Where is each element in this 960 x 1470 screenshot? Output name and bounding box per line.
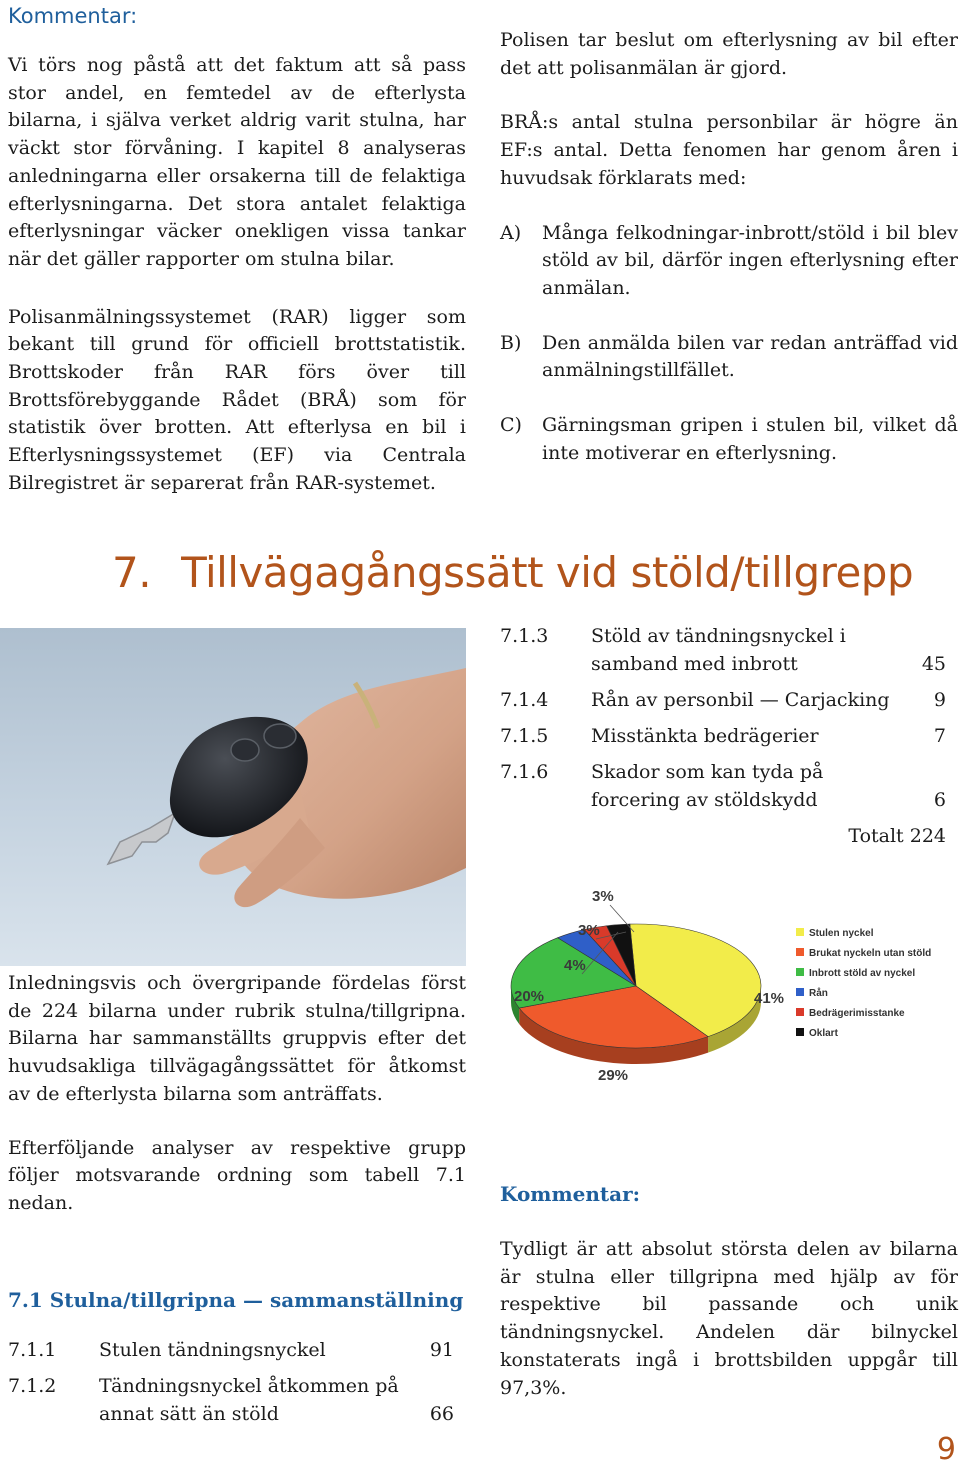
rar-paragraph: Polisanmälningssystemet (RAR) ligger som bekant till grund för officiell brottstatistik. Brottskoder från RAR förs över till Brottsförebyggande Rådet (BRÅ) som för statistik över brotten. Att efterlysa en bil i Efterlysningssystemet (EF) via Centrala Bilregistret är separerat från RAR-systemet. xyxy=(8,305,466,494)
police-paragraph: Polisen tar beslut om efterlysning av bil efter det att polisanmälan är gjord. xyxy=(500,29,958,79)
row-value: 6 xyxy=(933,789,946,811)
row-label: Tändningsnyckel åtkommen på xyxy=(99,1374,399,1397)
list-letter: B) xyxy=(500,331,522,354)
page-number: 9 xyxy=(936,1432,956,1467)
chapter-number: 7. xyxy=(112,548,152,597)
legend-label: Rån xyxy=(809,988,828,999)
table-total: Totalt 224 xyxy=(848,825,946,847)
row-value: 66 xyxy=(429,1402,454,1425)
row-label: Misstänkta bedrägerier xyxy=(591,725,819,747)
row-number: 7.1.4 xyxy=(500,689,549,711)
left-bottom-column xyxy=(8,970,466,1436)
hand-with-key-illustration xyxy=(0,628,466,966)
right-top-column xyxy=(500,27,958,467)
car-key-photo xyxy=(0,628,466,966)
row-value: 7 xyxy=(933,725,946,747)
row-value: 45 xyxy=(921,653,946,675)
table-row xyxy=(8,1372,454,1428)
table-row xyxy=(8,1336,454,1364)
row-label: Stulen tändningsnyckel xyxy=(99,1338,326,1361)
comment-heading: Kommentar: xyxy=(8,4,138,28)
legend-swatch xyxy=(796,928,804,936)
comment-paragraph: Vi törs nog påstå att det faktum att så pass stor andel, en femtedel av de efterlysta bilarna, i själva verket aldrig varit stulna, har väckt stor förvåning. I kapitel 8 analyseras anledningarna eller orsakerna till de felaktiga efterlysningarna. Det stora antalet felaktiga efterlysningar väcker onekligen vissa tankar när det gäller rapporter om stulna bilar. xyxy=(8,54,466,270)
legend-swatch xyxy=(796,948,804,956)
list-letter: C) xyxy=(500,414,522,437)
following-paragraph: Efterföljande analyser av respektive grupp följer motsvarande ordning som tabell 7.1 nedan. xyxy=(8,1136,466,1214)
row-number: 7.1.2 xyxy=(8,1374,57,1397)
list-text: Många felkodningar-inbrott/stöld i bil blev stöld av bil, därför ingen efterlysning efter anmälan. xyxy=(542,221,958,299)
legend-label: Inbrott stöld av nyckel xyxy=(809,968,916,979)
pie-percent-label: 29% xyxy=(598,1067,629,1084)
row-number: 7.1.5 xyxy=(500,725,549,747)
pie-percent-label: 41% xyxy=(754,990,785,1007)
legend-label: Oklart xyxy=(809,1028,838,1039)
list-text: Den anmälda bilen var redan anträffad vid anmälningstillfället. xyxy=(542,331,958,382)
list-item xyxy=(500,220,958,303)
list-item xyxy=(500,412,958,467)
row-label: Stöld av tändningsnyckel i xyxy=(591,625,846,647)
chapter-title: Tillvägagångssätt vid stöld/tillgrepp xyxy=(181,548,914,597)
comment-heading: Kommentar: xyxy=(500,1182,640,1206)
left-top-column xyxy=(8,4,466,498)
row-label-cont: samband med inbrott xyxy=(591,653,798,675)
legend-swatch xyxy=(796,1028,804,1036)
summary-table xyxy=(8,1336,454,1436)
row-value: 9 xyxy=(933,689,946,711)
table-row xyxy=(500,686,946,714)
row-label-cont: forcering av stöldskydd xyxy=(591,789,818,811)
chapter-heading xyxy=(112,548,913,597)
legend-swatch xyxy=(796,968,804,976)
legend-swatch xyxy=(796,988,804,996)
row-number: 7.1.3 xyxy=(500,625,549,647)
comment-paragraph: Tydligt är att absolut största delen av bilarna är stulna eller tillgripna med hjälp av för respektive bil passande och unik tändningsnyckel. Andelen där bilnyckel konstaterats ingå i brottsbilden uppgår till 97,3%. xyxy=(500,1238,958,1399)
row-value: 91 xyxy=(429,1338,454,1361)
summary-table-continued xyxy=(500,622,946,852)
bra-paragraph: BRÅ:s antal stulna personbilar är högre än EF:s antal. Detta fenomen har genom åren i huvudsak förklarats med: xyxy=(500,111,958,189)
table-row xyxy=(500,758,946,814)
explanation-list xyxy=(500,220,958,468)
table-row xyxy=(500,622,946,678)
legend-label: Stulen nyckel xyxy=(809,928,874,939)
row-number: 7.1.1 xyxy=(8,1338,57,1361)
row-label: Rån av personbil — Carjacking xyxy=(591,689,890,711)
row-label: Skador som kan tyda på xyxy=(591,761,824,783)
list-text: Gärningsman gripen i stulen bil, vilket då inte motiverar en efterlysning. xyxy=(542,414,958,464)
legend-label: Bedrägerimisstanke xyxy=(809,1008,905,1019)
pie-percent-label: 4% xyxy=(564,957,586,974)
section-title: 7.1 Stulna/tillgripna — sammanställning xyxy=(8,1287,464,1312)
pie-percent-label: 3% xyxy=(578,922,600,939)
pie-chart-svg xyxy=(496,878,958,1098)
list-letter: A) xyxy=(500,221,522,244)
pie-percent-label: 20% xyxy=(514,988,545,1005)
pie-chart xyxy=(496,878,958,1098)
row-number: 7.1.6 xyxy=(500,761,549,783)
row-label-cont: annat sätt än stöld xyxy=(99,1402,279,1425)
table-row xyxy=(500,722,946,750)
right-bottom-column xyxy=(500,1182,958,1402)
intro-paragraph: Inledningsvis och övergripande fördelas först de 224 bilarna under rubrik stulna/tillgripna. Bilarna har sammanställts gruppvis efter det huvudsakliga tillvägagångssättet för åtkomst av de efterlysta bilarna som anträffats. xyxy=(8,972,466,1105)
legend-label: Brukat nyckeln utan stöld xyxy=(809,948,932,959)
pie-percent-label: 3% xyxy=(592,888,614,905)
list-item xyxy=(500,330,958,385)
legend-swatch xyxy=(796,1008,804,1016)
